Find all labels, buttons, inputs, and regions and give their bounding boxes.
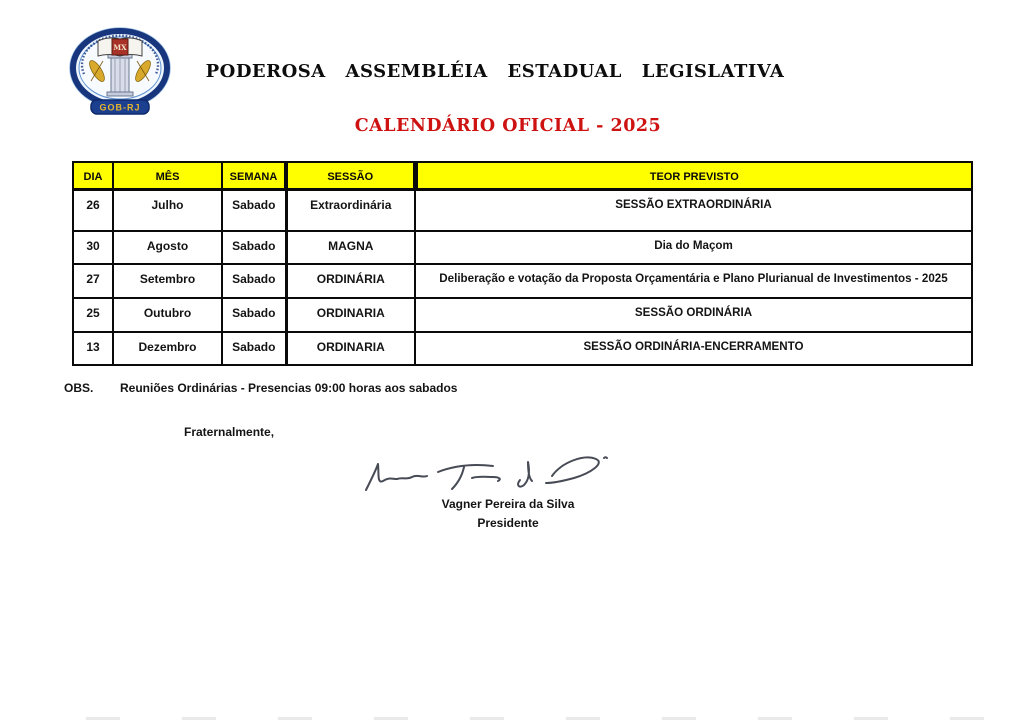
cell-mes: Dezembro [113,332,222,365]
cell-dia: 27 [73,264,113,298]
cell-teor: SESSÃO EXTRAORDINÁRIA [415,190,972,231]
banner-ribbon [91,100,149,114]
cell-dia: 30 [73,231,113,264]
cell-mes: Outubro [113,298,222,332]
table-row [73,231,972,264]
page-subtitle: CALENDÁRIO OFICIAL - 2025 [354,116,662,136]
signer-role: Presidente [477,516,539,530]
obs-text: Reuniões Ordinárias - Presencias 09:00 horas aos sabados [120,381,458,395]
col-header-mes: MÊS [113,162,222,190]
col-header-teor: TEOR PREVISTO [415,162,972,190]
cell-mes: Agosto [113,231,222,264]
col-header-sessao: SESSÃO [286,162,415,190]
scan-edge-artifact [86,717,990,720]
cell-sessao: ORDINARIA [286,298,415,332]
page-title: PODEROSA ASSEMBLÉIA ESTADUAL LEGISLATIVA [205,61,785,82]
cell-dia: 13 [73,332,113,365]
cell-sessao: ORDINARIA [286,332,415,365]
obs-label: OBS. [64,381,94,395]
cell-semana: Sabado [222,231,286,264]
cell-semana: Sabado [222,332,286,365]
calendar-table [72,161,973,366]
cell-sessao: ORDINÁRIA [286,264,415,298]
col-header-semana: SEMANA [222,162,286,190]
cell-teor: SESSÃO ORDINÁRIA [415,298,972,332]
open-book-icon [98,38,142,56]
closing-salutation: Fraternalmente, [184,425,275,439]
table-row [73,332,972,365]
obs-note [64,381,457,395]
cell-semana: Sabado [222,298,286,332]
cell-teor: Deliberação e votação da Proposta Orçamentária e Plano Plurianual de Investimentos - 2025 [415,264,972,298]
cell-sessao: MAGNA [286,231,415,264]
cell-sessao: Extraordinária [286,190,415,231]
col-header-dia: DIA [73,162,113,190]
svg-text:MX: MX [113,43,127,52]
cell-teor: SESSÃO ORDINÁRIA-ENCERRAMENTO [415,332,972,365]
table-header-row [73,162,972,190]
table-row [73,190,972,231]
cell-dia: 25 [73,298,113,332]
signer-name: Vagner Pereira da Silva [441,497,575,511]
cell-semana: Sabado [222,190,286,231]
cell-teor: Dia do Maçom [415,231,972,264]
table-row [73,298,972,332]
banner-text: GOB-RJ [99,102,141,113]
cell-mes: Julho [113,190,222,231]
signature-image [360,450,632,504]
table-row [73,264,972,298]
cell-semana: Sabado [222,264,286,298]
cell-mes: Setembro [113,264,222,298]
cell-dia: 26 [73,190,113,231]
